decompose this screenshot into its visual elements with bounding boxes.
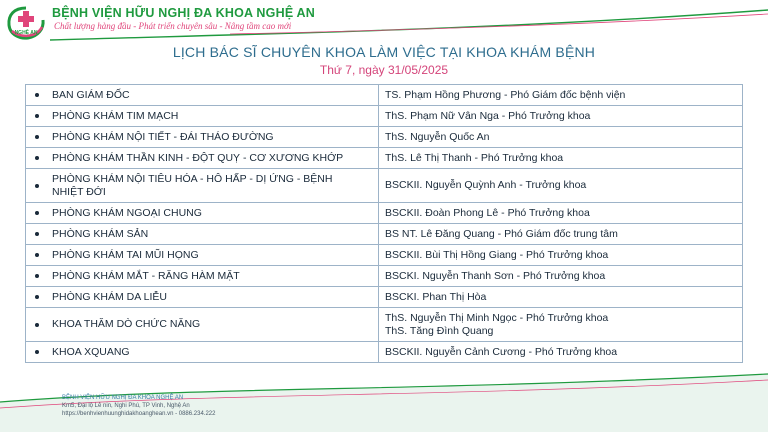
bullet-icon	[35, 253, 39, 257]
department-name: KHOA THĂM DÒ CHỨC NĂNG	[52, 318, 201, 330]
doctor-cell	[379, 287, 743, 308]
table-row	[26, 287, 743, 308]
department-cell	[26, 85, 379, 106]
page-title: LỊCH BÁC SĨ CHUYÊN KHOA LÀM VIỆC TẠI KHOA KHÁM BỆNH	[172, 44, 596, 60]
doctor-cell	[379, 148, 743, 169]
doctor-cell	[379, 342, 743, 363]
doctor-name: BSCKII. Bùi Thị Hồng Giang - Phó Trưởng khoa	[385, 248, 609, 261]
table-row	[26, 85, 743, 106]
doctor-cell	[379, 266, 743, 287]
department-name: PHÒNG KHÁM NỘI TIÊU HÓA - HÔ HẤP - DỊ ỨNG - BỆNH	[52, 172, 333, 185]
department-cell	[26, 287, 379, 308]
department-cell	[26, 203, 379, 224]
department-name: KHOA XQUANG	[52, 345, 130, 358]
hospital-slogan: Chất lượng hàng đầu - Phát triển chuyên sâu - Nâng tầm cao mới	[54, 21, 292, 31]
doctor-name: ThS. Tăng Đình Quang	[385, 324, 494, 337]
doctor-cell	[379, 127, 743, 148]
doctor-name: ThS. Lê Thị Thanh - Phó Trưởng khoa	[385, 151, 564, 164]
table-row	[26, 106, 743, 127]
footer-contact: https://benhvienhuunghidakhoanghean.vn - 0886.234.222	[62, 411, 216, 417]
footer-hospital-name: BỆNH VIỆN HỮU NGHỊ ĐA KHOA NGHỆ AN	[62, 395, 184, 401]
doctor-cell	[379, 245, 743, 266]
doctor-name: BSCKII. Nguyễn Quỳnh Anh - Trưởng khoa	[385, 179, 587, 191]
bullet-icon	[35, 323, 39, 327]
bullet-icon	[35, 114, 39, 118]
logo-text: NGHỆ AN	[14, 30, 38, 36]
bullet-icon	[35, 232, 39, 236]
department-name: NHIỆT ĐỚI	[52, 185, 106, 198]
department-name: PHÒNG KHÁM MẮT - RĂNG HÀM MẶT	[52, 269, 240, 282]
department-cell	[26, 342, 379, 363]
department-name: PHÒNG KHÁM TAI MŨI HỌNG	[52, 248, 199, 261]
doctor-name: BSCKII. Đoàn Phong Lê - Phó Trưởng khoa	[385, 206, 590, 219]
department-name: PHÒNG KHÁM SẢN	[52, 227, 149, 240]
bullet-icon	[35, 135, 39, 139]
department-name: PHÒNG KHÁM TIM MẠCH	[52, 109, 179, 122]
doctor-name: ThS. Nguyễn Thị Minh Ngọc - Phó Trưởng khoa	[385, 311, 609, 324]
department-name: BAN GIÁM ĐỐC	[52, 88, 130, 101]
department-name: PHÒNG KHÁM DA LIỄU	[52, 290, 167, 303]
table-row	[26, 308, 743, 342]
bullet-icon	[35, 156, 39, 160]
schedule-table	[25, 84, 743, 363]
table-row	[26, 203, 743, 224]
doctor-name: BSCKI. Phan Thị Hòa	[385, 290, 487, 303]
table-row	[26, 342, 743, 363]
department-cell	[26, 308, 379, 342]
doctor-cell	[379, 308, 743, 342]
table-row	[26, 224, 743, 245]
doctor-cell	[379, 169, 743, 203]
hospital-logo-icon	[6, 5, 46, 41]
page-subtitle-date: Thứ 7, ngày 31/05/2025	[319, 63, 449, 77]
table-row	[26, 127, 743, 148]
table-row	[26, 245, 743, 266]
table-row	[26, 148, 743, 169]
hospital-name: BỆNH VIỆN HỮU NGHỊ ĐA KHOA NGHỆ AN	[52, 6, 316, 20]
doctor-cell	[379, 203, 743, 224]
department-name: PHÒNG KHÁM NGOẠI CHUNG	[52, 206, 202, 219]
bullet-icon	[35, 211, 39, 215]
bullet-icon	[35, 295, 39, 299]
doctor-name: BSCKI. Nguyễn Thanh Sơn - Phó Trưởng khoa	[385, 269, 606, 282]
bullet-icon	[35, 274, 39, 278]
bullet-icon	[35, 350, 39, 354]
table-row	[26, 169, 743, 203]
department-cell	[26, 169, 379, 203]
department-cell	[26, 127, 379, 148]
doctor-cell	[379, 106, 743, 127]
department-cell	[26, 106, 379, 127]
doctor-cell	[379, 85, 743, 106]
header	[0, 0, 768, 42]
department-name: PHÒNG KHÁM NỘI TIẾT - ĐÁI THÁO ĐƯỜNG	[52, 130, 274, 143]
doctor-name: BS NT. Lê Đăng Quang - Phó Giám đốc trung tâm	[385, 227, 618, 240]
doctor-cell	[379, 224, 743, 245]
department-cell	[26, 148, 379, 169]
bullet-icon	[35, 93, 39, 97]
doctor-name: BSCKII. Nguyễn Cảnh Cương - Phó Trưởng khoa	[385, 345, 618, 358]
bullet-icon	[35, 184, 39, 188]
department-cell	[26, 266, 379, 287]
footer-info	[62, 394, 215, 418]
footer-address: Km5, Đại lộ Lê nin, Nghi Phú, TP Vinh, Nghệ An	[62, 403, 190, 409]
department-name: PHÒNG KHÁM THẦN KINH - ĐỘT QUỴ - CƠ XƯƠNG KHỚP	[52, 151, 344, 164]
department-cell	[26, 224, 379, 245]
table-row	[26, 266, 743, 287]
doctor-name: ThS. Nguyễn Quốc An	[385, 130, 490, 143]
department-cell	[26, 245, 379, 266]
doctor-name: ThS. Phạm Nữ Vân Nga - Phó Trưởng khoa	[385, 109, 591, 122]
schedule-table-body	[26, 85, 743, 363]
doctor-name: TS. Phạm Hồng Phương - Phó Giám đốc bệnh viện	[385, 88, 626, 101]
